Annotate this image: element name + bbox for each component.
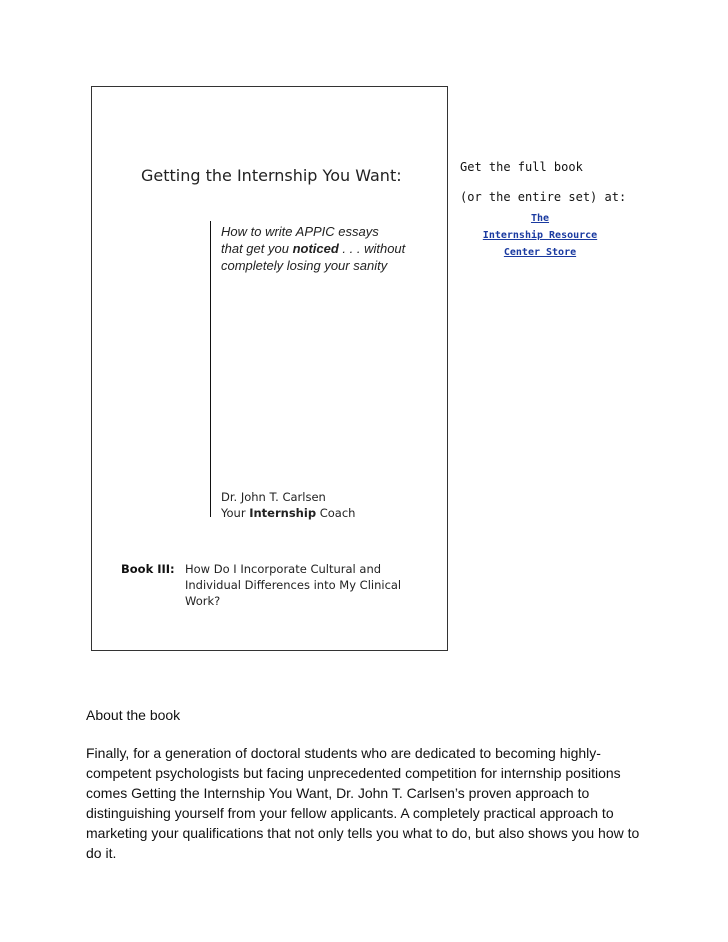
cover-divider-line [210,221,211,517]
subtitle-line-2 [221,240,436,257]
sidebar-line-1: Get the full book [460,160,583,174]
book-title: Getting the Internship You Want: [141,166,402,185]
author-tagline [221,505,436,521]
author-name: Dr. John T. Carlsen [221,490,326,504]
subtitle-post: . . . without [338,241,406,256]
about-heading: About the book [86,707,181,723]
book-number-label: Book III: [121,562,175,576]
sidebar-line-2: (or the entire set) at: [460,190,627,204]
store-link-line-1[interactable]: The [530,213,550,224]
store-link-line-2[interactable]: Internship Resource [482,230,598,241]
about-body: Finally, for a generation of doctoral students who are dedicated to becoming highly-competent psychologists but facing unprecedented competition for internship positions comes Getting the Internship You Want, Dr. John T. Carlsen’s proven approach to distinguishing yourself from your fellow applicants. A completely practical approach to marketing your qualifications that not only tells you what to do, but also shows you how to do it. [86,745,640,861]
store-link-line-3[interactable]: Center Store [503,247,577,258]
author-tagline-pre: Your [221,506,250,520]
book-subtitle [221,223,436,274]
subtitle-pre: that get you [221,241,293,256]
store-link[interactable] [460,210,620,261]
subtitle-line-3: completely losing your sanity [221,258,388,273]
author-tagline-bold: Internship [249,506,317,520]
author-block [221,489,436,521]
subtitle-line-1: How to write APPIC essays [221,224,379,239]
author-tagline-post: Coach [316,506,356,520]
book-description: How Do I Incorporate Cultural and Individual Differences into My Clinical Work? [185,562,402,608]
subtitle-emphasis: noticed [292,241,339,256]
